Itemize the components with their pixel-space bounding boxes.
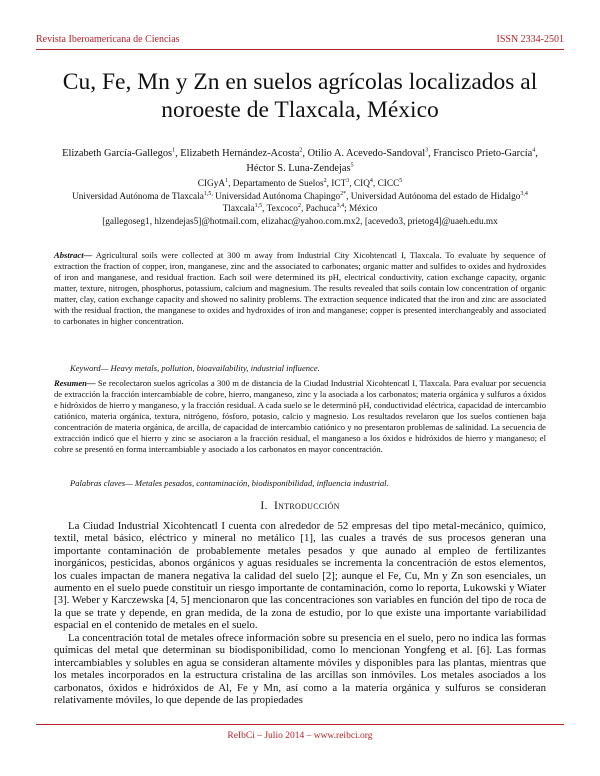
paragraph: La concentración total de metales ofrece información sobre su presencia en el suelo, pero no indica las formas químicas del metal que determinan su biodisponibilidad, como lo mencionan Yongfeng et al. [6]. Las formas intercambiables y solubles en agua se consideran altamente móviles y disponibles para las plantas, mientras que los metales incorporados en la estructura cristalina de las arcillas son inmóviles. Los metales asociados a los carbonatos, óxidos e hidróxidos de Al, Fe y Mn, así como a la materia orgánica y sulfuros se consideran relativamente móviles, lo que depende de las propiedades [54,632,546,707]
paragraph: La Ciudad Industrial Xicohtencatl I cuenta con alrededor de 52 empresas del tipo metal-mecánico, químico, textil, metal básico, eléctrico y mineral no metálico [1], las cuales a través de sus procesos generan una importante contaminación de probablemente metales pesados y que aunado al empleo de fertilizantes inorgánicos, pesticidas, abonos orgánicos y aguas residuales se incrementa la concentración de estos elementos, los cuales impactan de manera negativa la calidad del suelo [2]; aunque el Fe, Cu, Mn y Zn son esenciales, un aumento en el suelo puede constituir un riesgo importante de contaminación, como lo reporta, Lukowski y Wiater [3]. Weber y Karczewska [4, 5] mencionaron que las concentraciones son variables en función del tipo de roca de la que se trate y depende, en gran medida, de la zona de estudio, por lo que existe una importante variabilidad espacial en el contenido de metales en el suelo. [54,520,546,632]
keywords: Keyword— Heavy metals, pollution, bioavailability, industrial influence. [70,363,320,373]
author-emails: [gallegoseg1, hlzendejas5]@hotmail.com, elizahac@yahoo.com.mx2, [acevedo3, prietog4]@uaeh.edu.mx [102,216,498,227]
journal-name: Revista Iberoamericana de Ciencias [36,34,180,45]
abstract-label: Abstract— [54,250,93,260]
abstract: Abstract— Agricultural soils were collected at 300 m away from Industrial City Xicohtencatl I, Tlaxcala. To evaluate by sequence of extraction the fraction of copper, iron, manganese, zinc and the associated to carbonates; organic matter and sulfides to oxides and hydroxides of iron and manganese, and residual fraction. Each soil were determined its pH, electrical conductivity, cation exchange capacity, organic matter, texture, nitrogen, phosphorus, potassium, calcium and magnesium. The results revealed that soils contain low concentration of organic matter, clay, cation exchange capacity and showed no salinity problems. The extraction sequence indicated that the iron and zinc are associated with the residual fraction, the manganese to oxides and hydroxides of iron and manganese; copper is presented interchangeably and associated to carbonates in higher concentration. [54,250,546,326]
resumen-label: Resumen— [54,378,96,388]
author: Elizabeth Hernández-Acosta [180,148,300,159]
section-heading: I. Introducción [260,500,340,512]
footer-rule [36,724,564,725]
paper-title: Cu, Fe, Mn y Zn en suelos agrícolas localizados al noroeste de Tlaxcala, México [62,69,538,123]
affiliations: CIGyA$^1$, Departamento de Suelos$^2$, ICT$^3$, CIQ$^4$, CICC$^5$ Universidad Autónoma de Tlaxcala$^{1,5,}$ Universidad Autónoma Chapingo$^{2*}$, Universidad Autónoma del estado de Hidalgo$^{3,4}$ Tlaxcala$^{1,5}$, Texcoco$^2$, Pachuca$^{3,4}$; México [gallegoseg1, hlzendejas5]@hotmail.com, elizahac@yahoo.com.mx2, [acevedo3, prietog4]@uaeh.edu.mx [20,178,580,228]
author: Elizabeth García-Gallegos [62,148,173,159]
page-footer: ReIbCi – Julio 2014 – www.reibci.org [227,731,373,741]
header-rule [36,49,564,50]
author-list: Elizabeth García-Gallegos$^1$, Elizabeth Hernández-Acosta$^2$, Otilio A. Acevedo-Sandoval$^3$, Francisco Prieto-García$^4$, Héctor S. Luna-Zendejas$^5$ [62,147,538,174]
author: Otilio A. Acevedo-Sandoval [307,148,426,159]
palabras-claves: Palabras claves— Metales pesados, contaminación, biodisponibilidad, influencia industrial. [70,478,389,488]
running-header [36,34,564,50]
issn: ISSN 2334-2501 [496,34,564,45]
resumen: Resumen— Se recolectaron suelos agrícolas a 300 m de distancia de la Ciudad Industrial Xicohtencatl I, Tlaxcala. Para evaluar por secuencia de extracción la fracción intercambiable de cobre, hierro, manganeso, zinc y la asociada a los carbonatos; materia orgánica y sulfuros a óxidos e hidróxidos de hierro y manganeso, y la fracción residual. A cada suelo se le determinó pH, conductividad eléctrica, capacidad de intercambio catiónico, materia orgánica, textura, nitrógeno, fósforo, potasio, calcio y magnesio. Los resultados revelaron que los suelos contienen baja concentración de materia orgánica, de arcilla, de capacidad de intercambio catiónico y no presentaron problemas de salinidad. La secuencia de extracción indicó que el hierro y zinc se asociaron a la fracción residual, el manganeso a los óxidos e hidróxidos de hierro y manganeso; el cobre se presentó en forma intercambiable y asociado a los carbonatos en mayor concentración. [54,378,546,454]
author: Francisco Prieto-García [433,148,533,159]
author: Héctor S. Luna-Zendejas [246,163,351,174]
